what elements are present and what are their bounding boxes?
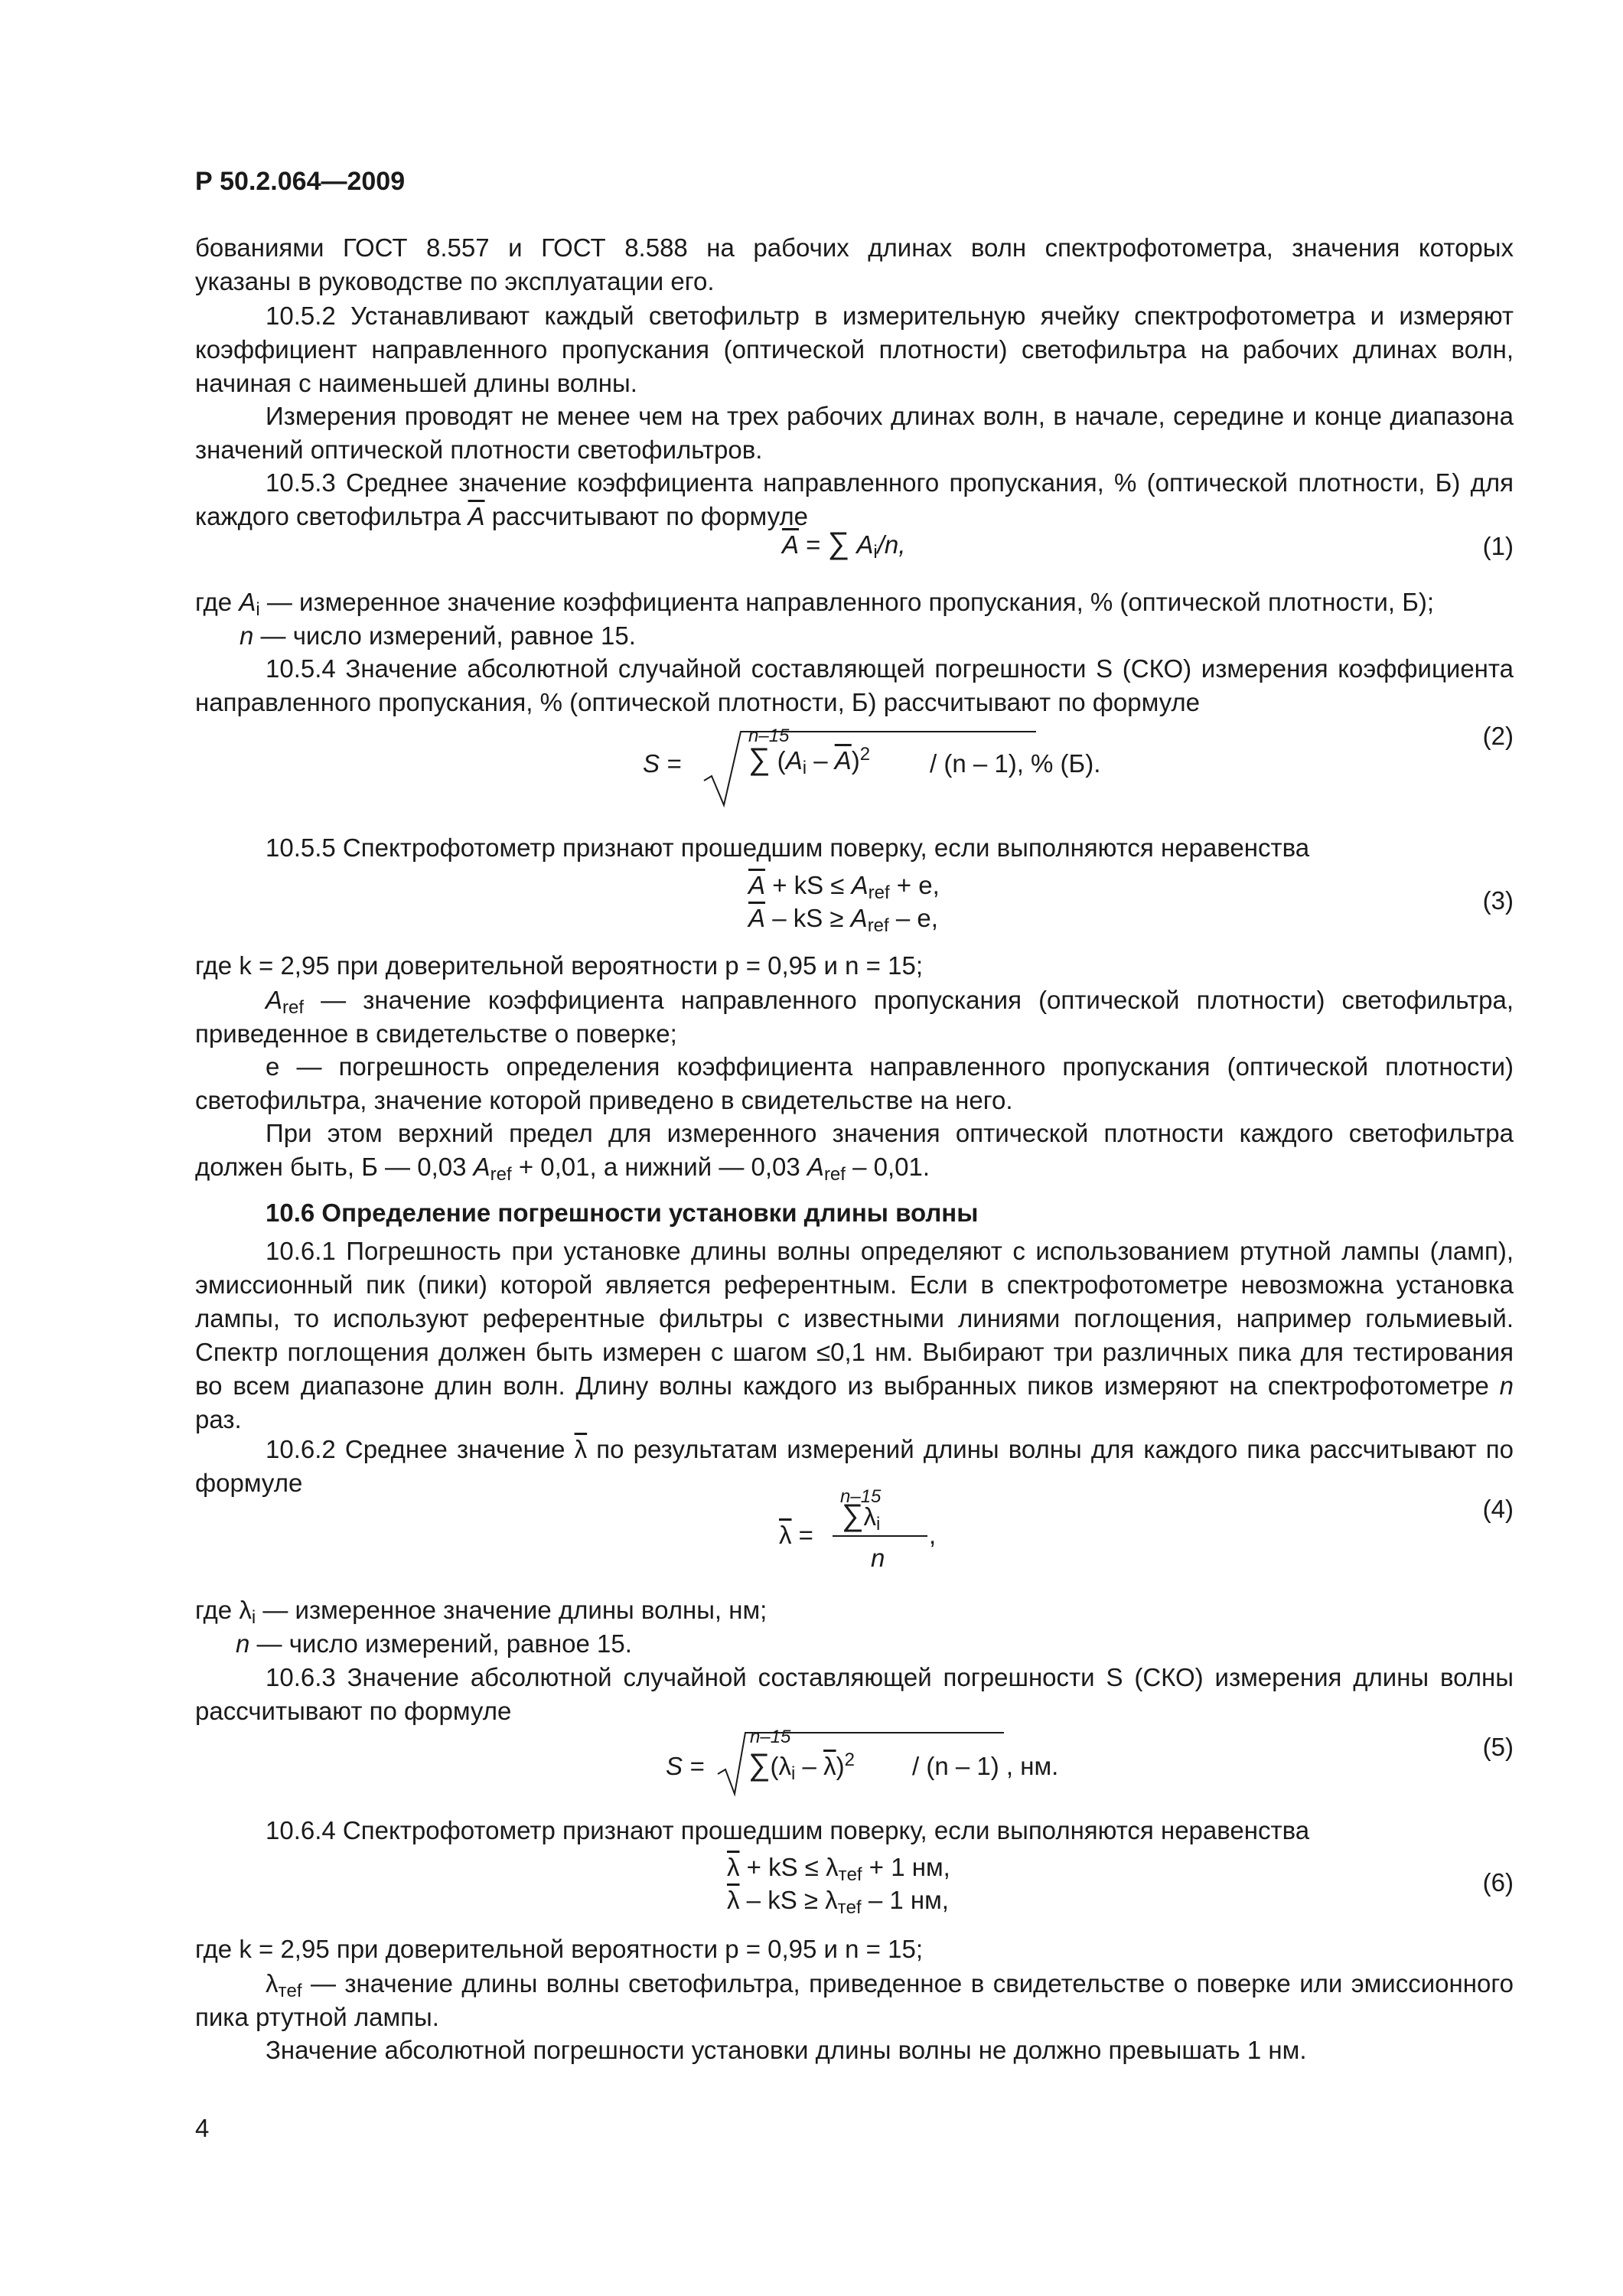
paragraph-upper-limit-line1: При этом верхний предел для измеренного значения оптической плотности каждого светофильтра xyxy=(266,1119,1514,1147)
equation-number-5: (5) xyxy=(1482,1733,1514,1761)
formula-1: $\overline{A}$ = ∑ $A_i/n$, xyxy=(782,527,906,563)
formula-2: S = n–15 ∑ $(A_i - \overline{A})^2$ / (n – 1), % (Б). xyxy=(643,727,1071,811)
section-heading-10-6: 10.6 Определение погрешности установки длины волны xyxy=(266,1199,979,1227)
paragraph-10-6-2: 10.6.2 Среднее значение $\overline{\lambda}$ по результатам измерений длины волны для каждого пика рассчитывают по формуле xyxy=(195,1435,1514,1497)
equation-number-3: (3) xyxy=(1482,886,1514,915)
where-clause-lambda-tef: $\lambda_{тef}$ — значение длины волны светофильтра, приведенное в свидетельстве о поверке или эмиссионного пика ртутной лампы. xyxy=(195,1969,1514,2031)
page-number: 4 xyxy=(195,2114,210,2142)
where-clause-k-2: где k = 2,95 при доверительной вероятности p = 0,95 и n = 15; xyxy=(195,1935,923,1963)
paragraph-10-5-5: 10.5.5 Спектрофотометр признают прошедшим поверку, если выполняются неравенства xyxy=(266,833,1310,862)
formula-3-line2: $\overline{A}$ – kS ≥ $A_{ref}$ – e, xyxy=(748,904,938,936)
where-clause-k: где k = 2,95 при доверительной вероятности p = 0,95 и n = 15; xyxy=(195,951,923,980)
formula-3-line1: $\overline{A}$ + kS ≤ $A_{ref} + e$, xyxy=(748,871,940,903)
paragraph-upper-limit-line2: должен быть, Б — 0,03 $A_{ref} + 0,01$, а нижний — 0,03 $A_{ref} - 0,01$. xyxy=(195,1153,930,1185)
paragraph-10-6-1: 10.6.1 Погрешность при установке длины волны определяют с использованием ртутной лампы (ламп), эмиссионный пик (пики) которой является референтным. Если в спектрофотометре невозможна установка лампы, то используют референтные фильтры с известными линиями поглощения, например гольмиевый. Спектр поглощения должен быть измерен с шагом ≤0,1 нм. Выбирают три различных пика для тестирования во всем диапазоне длин волн. Длину волны каждого из выбранных пиков измеряют на спектрофотометре n раз. xyxy=(195,1237,1514,1433)
equation-number-6: (6) xyxy=(1482,1868,1514,1896)
formula-5: S = n–15 $\sum(\lambda_i - \overline{\lambda})^2$ / (n – 1) , нм. xyxy=(666,1728,1094,1797)
paragraph-10-6-4: 10.6.4 Спектрофотометр признают прошедшим поверку, если выполняются неравенства xyxy=(266,1816,1310,1844)
where-clause-lambda: где $\lambda_i$ — измеренное значение длины волны, нм; xyxy=(195,1596,768,1628)
formula-6-line1: $\overline{\lambda}$ + kS ≤ $\lambda_{тef} + 1$ нм, xyxy=(727,1853,950,1885)
paragraph-10-5-3: 10.5.3 Среднее значение коэффициента направленного пропускания, % (оптической плотности, Б) для каждого светофильтра $\overline{A}$ рассчитывают по формуле xyxy=(195,468,1514,530)
document-header: Р 50.2.064—2009 xyxy=(195,167,406,196)
where-clause-e: е — погрешность определения коэффициента направленного пропускания (оптической плотности) светофильтра, значение которой приведено в свидетельстве на него. xyxy=(195,1052,1514,1114)
equation-number-1: (1) xyxy=(1482,532,1514,560)
equation-number-2: (2) xyxy=(1482,722,1514,750)
paragraph-final: Значение абсолютной погрешности установки длины волны не должно превышать 1 нм. xyxy=(266,2036,1307,2064)
where-clause-aref: $A_{ref}$ — значение коэффициента направленного пропускания (оптической плотности) светофильтра, приведенное в свидетельстве о поверке; xyxy=(195,986,1514,1048)
paragraph-continuation-line1: бованиями ГОСТ 8.557 и ГОСТ 8.588 на рабочих длинах волн спектрофотометра, значения которых xyxy=(195,233,1514,262)
paragraph-10-5-2: 10.5.2 Устанавливают каждый светофильтр в измерительную ячейку спектрофотометра и измеряют коэффициент направленного пропускания (оптической плотности) светофильтра на рабочих длинах волн, начиная с наименьшей длины волны. xyxy=(195,302,1514,397)
paragraph-10-5-4: 10.5.4 Значение абсолютной случайной составляющей погрешности S (СКО) измерения коэффициента направленного пропускания, % (оптической плотности, Б) рассчитывают по формуле xyxy=(195,654,1514,716)
formula-4: $\overline{\lambda}$ = n–15 $\sum\lambda_i$ n , xyxy=(779,1486,937,1572)
where-clause-n-2: n — число измерений, равное 15. xyxy=(236,1629,632,1658)
paragraph-continuation-line2: указаны в руководстве по эксплуатации его. xyxy=(195,267,715,295)
paragraph-measurements: Измерения проводят не менее чем на трех рабочих длинах волн, в начале, середине и конце диапазона значений оптической плотности светофильтров. xyxy=(195,402,1514,464)
equation-number-4: (4) xyxy=(1482,1495,1514,1523)
paragraph-10-6-3: 10.6.3 Значение абсолютной случайной составляющей погрешности S (СКО) измерения длины волны рассчитывают по формуле xyxy=(195,1663,1514,1725)
where-clause-n: n — число измерений, равное 15. xyxy=(240,621,636,650)
formula-6-line2: $\overline{\lambda}$ – kS ≥ $\lambda_{тef} - 1$ нм, xyxy=(727,1886,949,1918)
where-clause-a: где $A_i$ — измеренное значение коэффициента направленного пропускания, % (оптической плотности, Б); xyxy=(195,588,1435,620)
